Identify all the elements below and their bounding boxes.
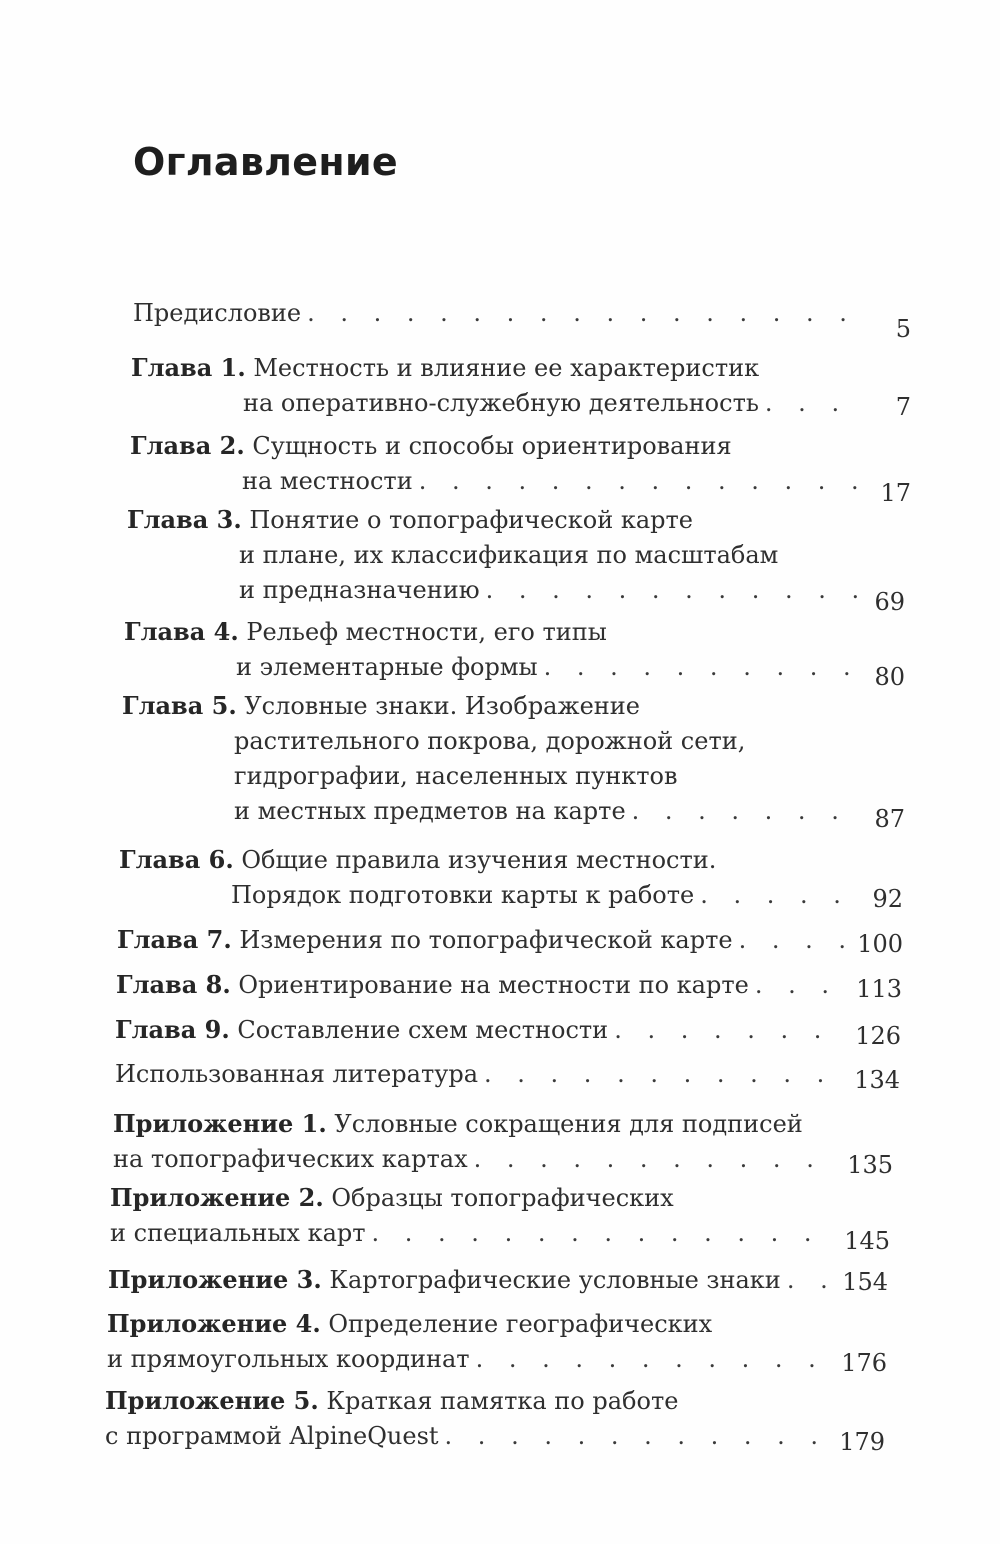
toc-entry-text: Условные знаки. Изображение xyxy=(244,692,640,720)
toc-entry-text-group xyxy=(115,1012,608,1048)
toc-entry-label: Приложение 3. xyxy=(108,1265,322,1294)
toc-entry-label: Глава 2. xyxy=(130,431,245,460)
toc-entry-text: Составление схем местности xyxy=(237,1016,609,1044)
toc-entry-text: и плане, их классификация по масштабам xyxy=(239,541,779,569)
toc-entry-chapter-3 xyxy=(127,502,905,616)
dot-leader xyxy=(413,464,867,499)
toc-entry-label: Глава 7. xyxy=(117,925,232,954)
toc-entry-text: Сущность и способы ориентирования xyxy=(252,432,732,460)
toc-entry-line xyxy=(115,1012,901,1048)
toc-entry-line xyxy=(130,464,911,507)
toc-entry-line xyxy=(113,1142,893,1177)
toc-entry-line xyxy=(116,967,902,1003)
toc-entry-label: Глава 8. xyxy=(116,970,231,999)
toc-page-number: 113 xyxy=(856,975,902,1003)
toc-page-number: 134 xyxy=(854,1066,900,1094)
toc-entry-text: Определение географических xyxy=(328,1310,713,1338)
toc-entry-line xyxy=(119,842,903,878)
toc-entry-chapter-6 xyxy=(119,842,903,913)
toc-entry-chapter-9 xyxy=(115,1012,901,1048)
toc-entry-line xyxy=(127,502,905,538)
toc-entry-line xyxy=(122,794,905,833)
toc-entry-line xyxy=(113,1106,893,1142)
toc-entry-text-group xyxy=(116,967,749,1003)
toc-entry-label: Приложение 4. xyxy=(107,1309,321,1338)
toc-entry-line xyxy=(130,428,911,464)
toc-entry-preface xyxy=(133,296,911,343)
toc-page-number: 100 xyxy=(857,930,903,958)
toc-entry-label: Глава 4. xyxy=(124,617,239,646)
toc-entry-text: растительного покрова, дорожной сети, xyxy=(234,727,746,755)
toc-entry-text: с программой AlpineQuest xyxy=(105,1422,439,1450)
toc-entry-line xyxy=(105,1419,885,1454)
toc-entry-chapter-5 xyxy=(122,688,905,833)
toc-entry-line xyxy=(131,386,911,421)
toc-entry-label: Приложение 5. xyxy=(105,1386,319,1415)
toc-entry-text: на топографических картах xyxy=(113,1145,468,1173)
toc-entry-appendix-1 xyxy=(113,1106,893,1177)
toc-entry-chapter-8 xyxy=(116,967,902,1003)
toc-entry-text: Ориентирование на местности по карте xyxy=(238,971,749,999)
toc-entry-line xyxy=(117,922,903,958)
toc-entry-line xyxy=(122,759,905,794)
toc-entry-text: Использованная литература xyxy=(115,1060,479,1088)
toc-page-number: 80 xyxy=(874,663,905,691)
toc-entry-text: Местность и влияние ее характеристик xyxy=(253,354,760,382)
toc-entry-line xyxy=(122,724,905,759)
toc-entry-line xyxy=(107,1306,887,1342)
toc-entry-chapter-2 xyxy=(130,428,911,507)
toc-entry-line xyxy=(124,614,905,650)
toc-entry-text: и специальных карт xyxy=(110,1219,366,1247)
toc-entry-line xyxy=(108,1262,888,1298)
toc-entry-text: и предназначению xyxy=(239,576,480,604)
toc-entry-line xyxy=(122,688,905,724)
dot-leader xyxy=(749,968,850,1003)
toc-entry-line xyxy=(105,1383,885,1419)
toc-entry-line xyxy=(110,1216,890,1255)
dot-leader xyxy=(538,650,861,685)
toc-entry-label: Глава 3. xyxy=(127,505,242,534)
toc-entry-text: на оперативно-служебную деятельность xyxy=(243,389,759,417)
dot-leader xyxy=(439,1419,833,1454)
toc-entry-label: Глава 5. xyxy=(122,691,237,720)
toc-entry-text: и прямоугольных координат xyxy=(107,1345,470,1373)
dot-leader xyxy=(480,573,861,608)
toc-entry-line xyxy=(127,538,905,573)
toc-entry-label: Глава 9. xyxy=(115,1015,230,1044)
toc-page-number: 126 xyxy=(855,1022,901,1050)
dot-leader xyxy=(470,1342,835,1377)
toc-entry-text-group xyxy=(108,1262,781,1298)
toc-entry-text: Порядок подготовки карты к работе xyxy=(231,881,695,909)
toc-page-number: 17 xyxy=(880,479,911,507)
toc-entry-text: на местности xyxy=(242,467,413,495)
toc-entry-label: Глава 1. xyxy=(131,353,246,382)
dot-leader xyxy=(626,794,861,829)
dot-leader xyxy=(301,296,867,331)
toc-entry-appendix-3 xyxy=(108,1262,888,1298)
toc-entry-chapter-1 xyxy=(131,350,911,421)
dot-leader xyxy=(468,1142,841,1177)
toc-entry-text: Образцы топографических xyxy=(331,1184,674,1212)
toc-entry-text: Рельеф местности, его типы xyxy=(246,618,607,646)
toc-entry-text-group xyxy=(117,922,733,958)
toc-entry-label: Приложение 1. xyxy=(113,1109,327,1138)
toc-page-number: 135 xyxy=(847,1151,893,1179)
toc-entry-text: Картографические условные знаки xyxy=(329,1266,781,1294)
toc-entry-label: Приложение 2. xyxy=(110,1183,324,1212)
dot-leader xyxy=(608,1013,849,1048)
toc-entry-label: Глава 6. xyxy=(119,845,234,874)
toc-entry-text: Условные сокращения для подписей xyxy=(334,1110,803,1138)
toc-page-number: 145 xyxy=(844,1227,890,1255)
toc-entry-line xyxy=(119,878,903,913)
toc-page-number: 176 xyxy=(841,1349,887,1377)
toc-entry-appendix-5 xyxy=(105,1383,885,1454)
toc-entry-text: и местных предметов на карте xyxy=(234,797,626,825)
toc-entry-text: Краткая памятка по работе xyxy=(326,1387,679,1415)
toc-page-number: 7 xyxy=(895,393,911,421)
toc-entry-line xyxy=(133,296,911,343)
toc-page-number: 5 xyxy=(895,315,911,343)
dot-leader xyxy=(478,1057,848,1092)
toc-page-number: 87 xyxy=(874,805,905,833)
toc-entry-references xyxy=(115,1057,900,1092)
toc-entry-line xyxy=(131,350,911,386)
toc-page-number: 154 xyxy=(842,1268,888,1296)
dot-leader xyxy=(781,1263,836,1298)
toc-entry-text: Предисловие xyxy=(133,299,302,327)
dot-leader xyxy=(759,386,867,421)
toc-entry-appendix-4 xyxy=(107,1306,887,1377)
toc-page-number: 179 xyxy=(839,1428,885,1456)
toc-entry-line xyxy=(107,1342,887,1377)
toc-entry-chapter-7 xyxy=(117,922,903,958)
dot-leader xyxy=(366,1216,838,1251)
toc-entry-appendix-2 xyxy=(110,1180,890,1255)
toc-entry-line xyxy=(110,1180,890,1216)
dot-leader xyxy=(733,923,851,958)
toc-page-number: 69 xyxy=(874,588,905,616)
page-title: Оглавление xyxy=(133,140,398,184)
toc-entry-line xyxy=(124,650,905,691)
toc-entry-text: Измерения по топографической карте xyxy=(239,926,733,954)
toc-entry-text: Понятие о топографической карте xyxy=(249,506,693,534)
toc-entry-text: гидрографии, населенных пунктов xyxy=(234,762,678,790)
toc-entry-chapter-4 xyxy=(124,614,905,691)
toc-entry-line xyxy=(115,1057,900,1092)
dot-leader xyxy=(694,878,859,913)
toc-entry-line xyxy=(127,573,905,616)
toc-entry-text: и элементарные формы xyxy=(236,653,538,681)
toc-entry-text: Общие правила изучения местности. xyxy=(241,846,717,874)
toc-page-number: 92 xyxy=(872,885,903,913)
